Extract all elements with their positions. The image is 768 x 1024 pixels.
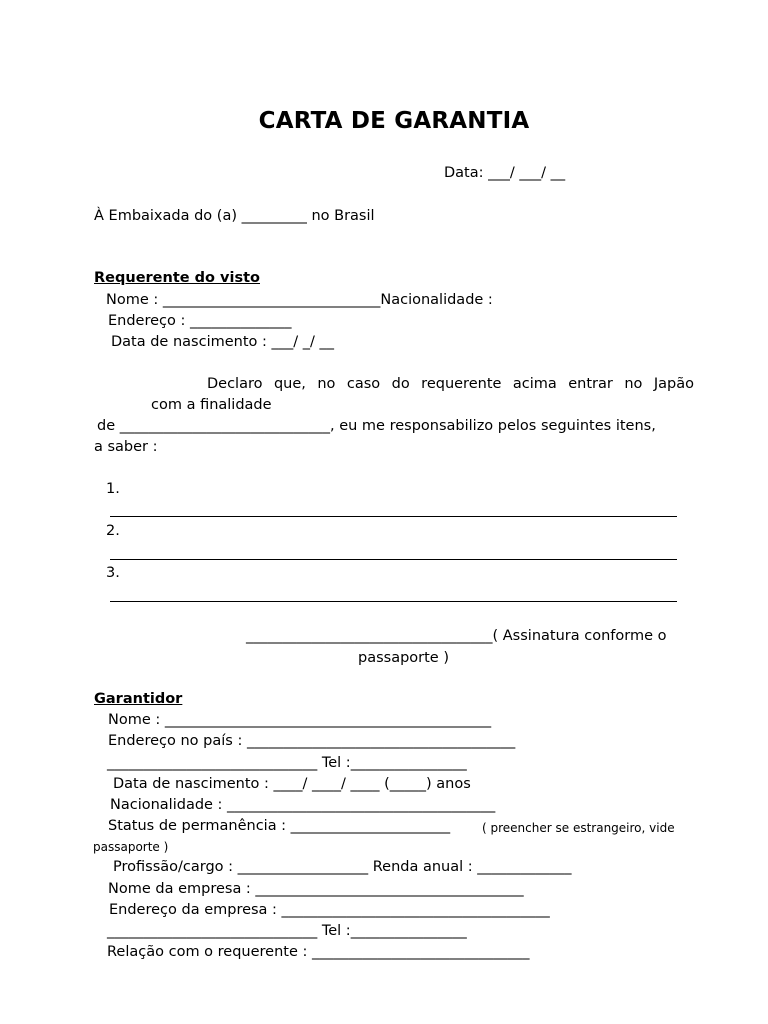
garantidor-relacao-line: Relação com o requerente : ______________________________ — [107, 944, 530, 960]
garantidor-empresa-line: Nome da empresa : _____________________________________ — [108, 881, 524, 897]
item-number-2: 2. — [106, 523, 120, 539]
item-number-3: 3. — [106, 565, 120, 581]
signature-line-2: passaporte ) — [358, 650, 449, 666]
garantidor-heading: Garantidor — [94, 691, 183, 707]
declaration-line-3: de _____________________________, eu me responsabilizo pelos seguintes itens, — [97, 418, 656, 434]
garantidor-profissao-line: Profissão/cargo : __________________ Renda anual : _____________ — [113, 859, 572, 875]
garantidor-status-line: Status de permanência : ______________________ — [108, 818, 451, 834]
signature-line-1: __________________________________( Assinatura conforme o — [246, 628, 667, 644]
declaration-line-4: a saber : — [94, 439, 158, 455]
item-number-1: 1. — [106, 481, 120, 497]
garantidor-status-note: ( preencher se estrangeiro, vide — [482, 821, 675, 835]
declaration-line-2: com a finalidade — [151, 397, 272, 413]
date-line: Data: ___/ ___/ __ — [444, 165, 566, 181]
garantidor-tel-line: _____________________________ Tel :________________ — [107, 755, 467, 771]
garantidor-nascimento-line: Data de nascimento : ____/ ____/ ____ (_____) anos — [113, 776, 471, 792]
garantidor-endereco-line: Endereço no país : _____________________________________ — [108, 733, 516, 749]
item-1-rule — [110, 516, 677, 517]
item-2-rule — [110, 559, 677, 560]
embassy-line: À Embaixada do (a) _________ no Brasil — [94, 208, 375, 224]
item-3-rule — [110, 601, 677, 602]
garantidor-nacionalidade-line: Nacionalidade : _____________________________________ — [110, 797, 496, 813]
garantidor-status-note-cont: passaporte ) — [93, 840, 169, 854]
requerente-heading: Requerente do visto — [94, 270, 260, 286]
requerente-nome-line: Nome : ______________________________Nacionalidade : — [106, 292, 493, 308]
garantidor-empresa-tel-line: _____________________________ Tel :________________ — [107, 923, 467, 939]
requerente-nascimento-line: Data de nascimento : ___/ _/ __ — [111, 334, 334, 350]
garantidor-nome-line: Nome : _____________________________________________ — [108, 712, 492, 728]
requerente-endereco-line: Endereço : ______________ — [108, 313, 292, 329]
garantidor-empresa-endereco-line: Endereço da empresa : _____________________________________ — [109, 902, 550, 918]
declaration-line-1: Declaro que, no caso do requerente acima entrar no Japão — [207, 376, 694, 392]
document-title: CARTA DE GARANTIA — [258, 108, 530, 134]
